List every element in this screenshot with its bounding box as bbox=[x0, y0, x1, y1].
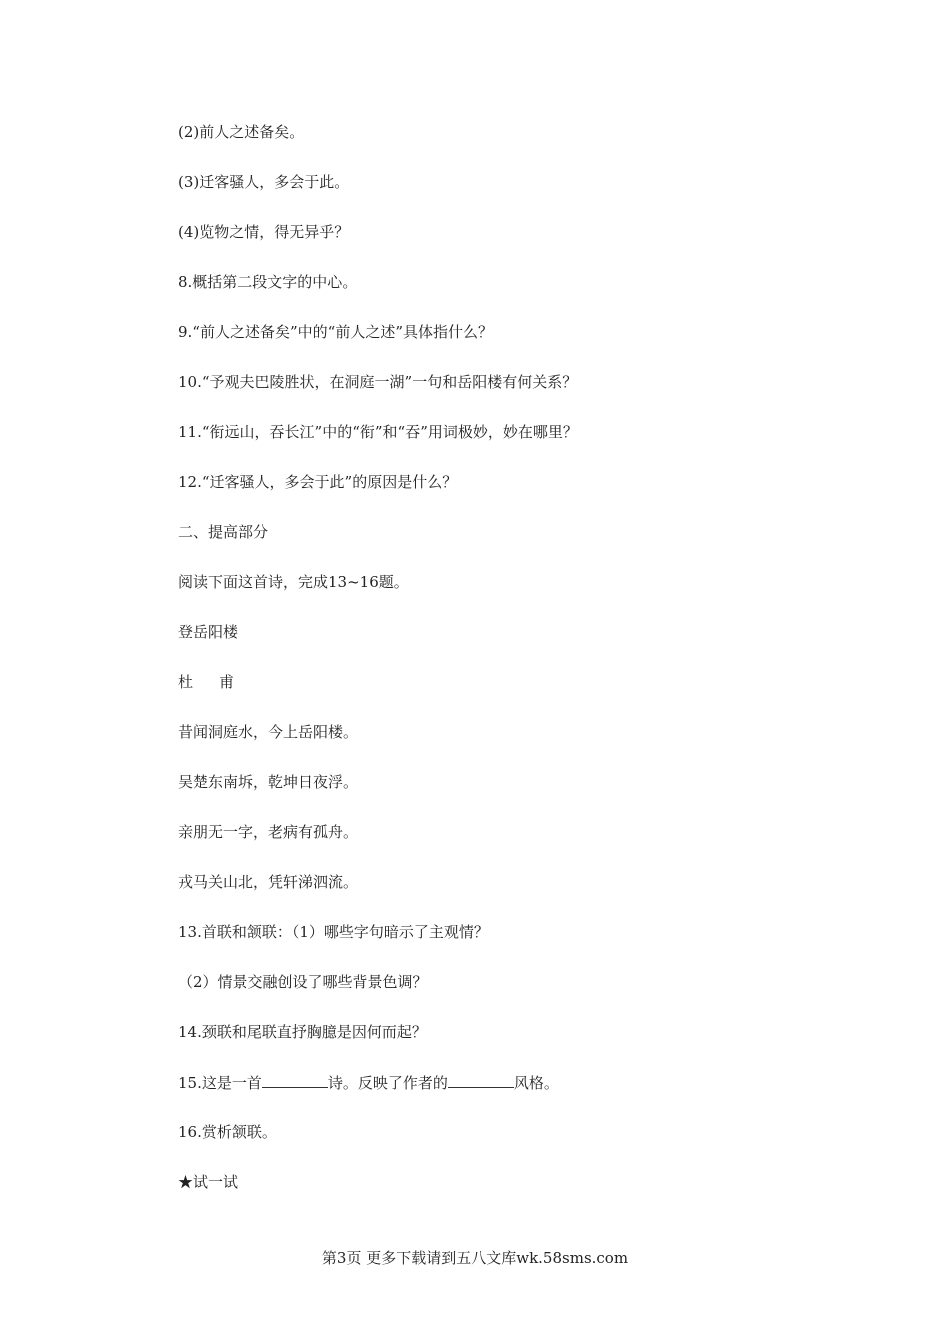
question-15-part-b: 诗。反映了作者的 bbox=[327, 1074, 448, 1092]
poem-line-2: 吴楚东南坼，乾坤日夜浮。 bbox=[178, 773, 359, 791]
try-it-heading: ★试一试 bbox=[178, 1173, 239, 1191]
poem-author bbox=[178, 672, 798, 692]
question-13: 13.首联和颔联：（1）哪些字句暗示了主观情？ bbox=[178, 923, 489, 941]
question-7-3: (3)迁客骚人，多会于此。 bbox=[178, 173, 350, 191]
section-heading: 二、提高部分 bbox=[178, 523, 269, 541]
poem-line-4: 戎马关山北，凭轩涕泗流。 bbox=[178, 873, 359, 891]
question-14: 14.颈联和尾联直抒胸臆是因何而起？ bbox=[178, 1023, 427, 1041]
author-given-name: 甫 bbox=[219, 673, 235, 691]
author-surname: 杜 bbox=[178, 673, 194, 691]
poem-line-1: 昔闻洞庭水，今上岳阳楼。 bbox=[178, 723, 359, 741]
poem-line-3: 亲朋无一字，老病有孤舟。 bbox=[178, 823, 359, 841]
question-15-part-c: 风格。 bbox=[513, 1074, 559, 1092]
question-10: 10.“予观夫巴陵胜状，在洞庭一湖”一句和岳阳楼有何关系？ bbox=[178, 373, 578, 391]
page-footer: 第3页 更多下载请到五八文库wk.58sms.com bbox=[321, 1249, 629, 1267]
question-12: 12.“迁客骚人，多会于此”的原因是什么？ bbox=[178, 473, 458, 491]
reading-instruction: 阅读下面这首诗，完成13~16题。 bbox=[178, 573, 409, 591]
poem-title: 登岳阳楼 bbox=[178, 623, 239, 641]
question-15-part-a: 15.这是一首 bbox=[178, 1074, 262, 1092]
question-13-2: （2）情景交融创设了哪些背景色调？ bbox=[178, 973, 428, 991]
question-16: 16.赏析颔联。 bbox=[178, 1123, 277, 1141]
fill-blank-2 bbox=[448, 1072, 514, 1088]
question-15 bbox=[178, 1072, 798, 1092]
question-7-4: (4)览物之情，得无异乎？ bbox=[178, 223, 350, 241]
question-8: 8.概括第二段文字的中心。 bbox=[178, 273, 358, 291]
document-body bbox=[178, 122, 798, 1222]
question-7-2: (2)前人之述备矣。 bbox=[178, 123, 305, 141]
question-11: 11.“衔远山，吞长江”中的“衔”和“吞”用词极妙，妙在哪里？ bbox=[178, 423, 578, 441]
fill-blank-1 bbox=[262, 1072, 328, 1088]
question-9: 9.“前人之述备矣”中的“前人之述”具体指什么？ bbox=[178, 323, 493, 341]
